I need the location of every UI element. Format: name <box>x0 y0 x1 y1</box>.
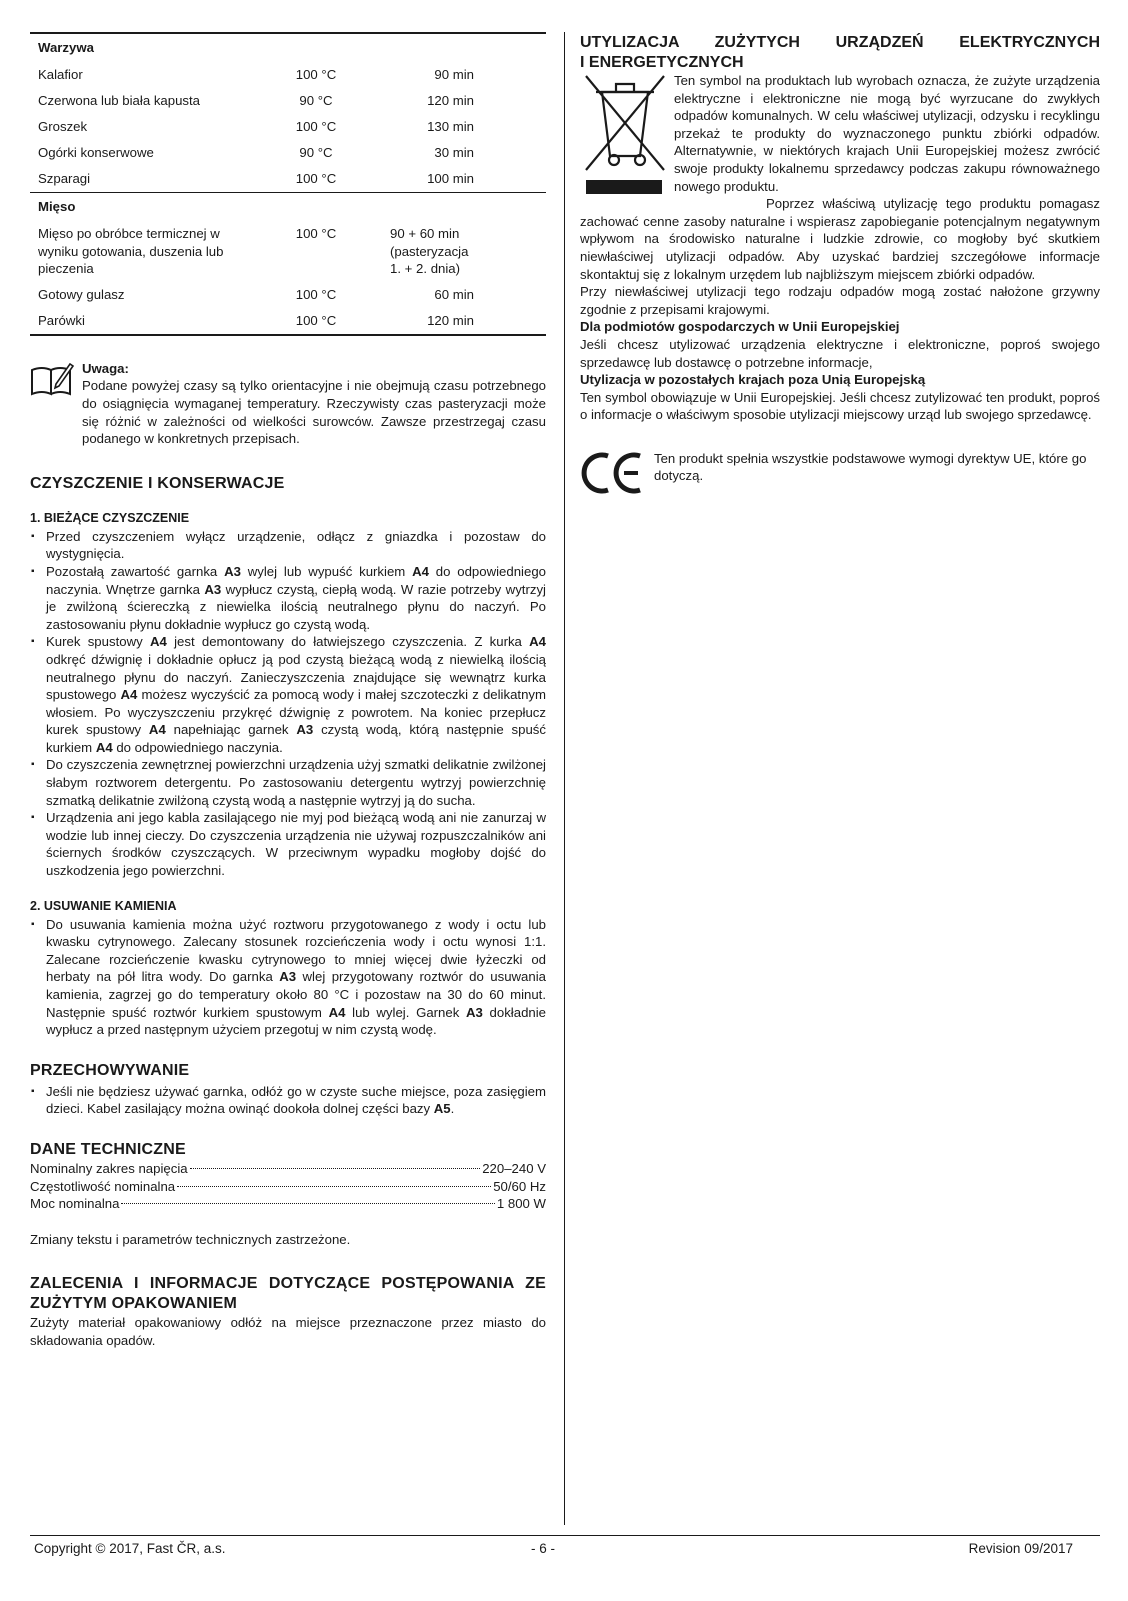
spec-value: 220–240 V <box>482 1160 546 1176</box>
table-category <box>30 192 546 221</box>
other-text: Ten symbol obowiązuje w Unii Europejskiej. Jeśli chcesz zutylizować ten produkt, poproś o informacje o właściwym sposobie utylizacji miejscowy urząd lub swojego sprzedawcę. <box>580 389 1100 423</box>
table-row <box>30 166 546 192</box>
spec-value: 50/60 Hz <box>493 1178 546 1194</box>
item-cell: Szparagi <box>38 171 91 186</box>
section-heading: PRZECHOWYWANIE <box>30 1061 190 1079</box>
spec-row <box>30 1160 546 1178</box>
table-row <box>30 88 546 114</box>
list-item: ▪ Do usuwania kamienia można użyć roztworu przygotowanego z wody i octu lub kwasku cytrynowego. Zalecany stosunek rozcieńczenia wody i octu wynosi 1:1. Zalecane rozcieńczenie kwasku cytrynowego to mniej więcej dwie łyżeczki od herbaty na pół litra wody. Do garnka A3 wlej przygotowany roztwór do usuwania kamienia, zagrzej go do temperatury około 80 °C i pozostaw na 30 do 60 minut. Następnie spuść roztwór kurkiem spustowym A4 lub wylej. Garnek A3 dokładnie wypłucz a przed następnym użyciem przegotuj w nim czystą wodę. <box>30 916 546 1039</box>
other-heading: Utylizacja w pozostałych krajach poza Unią Europejską <box>580 372 926 388</box>
note-text: Podane powyżej czasy są tylko orientacyjne i nie obejmują czasu potrzebnego do osiągnięcia wymaganej temperatury. Rzeczywisty czas pasteryzacji może się różnić w zależności od wielkości surowców. Zawsze przestrzegaj czasu podanego w konkretnych przepisach. <box>82 378 546 447</box>
list-item: ▪ Urządzenia ani jego kabla zasilającego nie myj pod bieżącą wodą ani nie zanurzaj w wodzie lub innej cieczy. Do czyszczenia urządzenia nie używaj rozpuszczalników ani ściernych środków czyszczących. W przeciwnym wypadku mogłoby dojść do uszkodzenia jego powierzchni. <box>30 809 546 879</box>
time-cell: 130 min <box>427 119 474 134</box>
disposal-heading: UTYLIZACJA ZUŻYTYCH URZĄDZEŃ ELEKTRYCZNYCH <box>580 34 1100 51</box>
temp-cell: 100 °C <box>295 312 337 328</box>
note-block <box>30 360 546 448</box>
temp-cell: 100 °C <box>295 286 337 302</box>
temp-cell: 100 °C <box>295 226 337 241</box>
item-cell: Ogórki konserwowe <box>38 145 154 160</box>
subsection-heading: 1. BIEŻĄCE CZYSZCZENIE <box>30 510 190 525</box>
note-title: Uwaga: <box>82 360 129 376</box>
right-column <box>580 32 1100 498</box>
eu-text: Jeśli chcesz utylizować urządzenia elektryczne i elektroniczne, poproś swojego sprzedawcę lub dostawcę o potrzebne informacje, <box>580 336 1100 370</box>
disposal-text: Poprzez właściwą utylizację tego produktu pomagasz zachować cenne zasoby naturalne i wspierasz zapobieganie potencjalnym negatywnym wpływom na środowisko naturalne i ludzkie zdrowie, co mogłoby być skutkiem niewłaściwej utylizacji odpadów. Aby uzyskać bardziej szczegółowe informacje skontaktuj się z lokalnym urzędem lub najbliższym miejscem zbiórki odpadów. <box>580 196 1100 282</box>
disposal-text: Ten symbol na produktach lub wyrobach oznacza, że zużyte urządzenia elektryczne i elektroniczne nie mogą być wyrzucane do zwykłych odpadów komunalnych. W celu właściwej utylizacji, odzysku i recyklingu przekaż te produkty do wyznaczonego punktu zbiórki odpadów. Alternatywnie, w niektórych krajach Unii Europejskiej możesz zwrócić swoje produkty lokalnemu sprzedawcy podczas zakupu równoważnego nowego produktu. <box>674 73 1100 194</box>
ce-text: Ten produkt spełnia wszystkie podstawowe wymogi dyrektyw UE, które go dotyczą. <box>654 450 1087 484</box>
storage-list <box>30 1083 546 1118</box>
pasteurization-table <box>30 32 546 336</box>
table-row <box>30 308 546 334</box>
section-heading: DANE TECHNICZNE <box>30 1140 186 1158</box>
tech-section <box>30 1140 546 1248</box>
item-cell: Groszek <box>38 119 88 134</box>
item-cell: Czerwona lub biała kapusta <box>38 93 201 108</box>
category-label: Mięso <box>38 199 76 214</box>
column-divider <box>564 32 565 1525</box>
temp-cell: 90 °C <box>299 145 333 160</box>
temp-cell: 90 °C <box>299 93 333 108</box>
footer-divider <box>30 1535 1100 1536</box>
time-cell: 90 + 60 min (pasteryzacja 1. + 2. dnia) <box>390 226 469 277</box>
footer-copyright: Copyright © 2017, Fast ČR, a.s. <box>34 1541 226 1556</box>
item-cell: Kalafior <box>38 67 83 82</box>
item-cell: Gotowy gulasz <box>38 286 125 302</box>
list-item: ▪ Do czyszczenia zewnętrznej powierzchni urządzenia użyj szmatki delikatnie zwilżonej słabym roztworem detergentu. Po zastosowaniu detergentu wytrzyj powierzchnię szmatką delikatnie zwilżoną czystą wodą a następnie wytrzyj ją do sucha. <box>30 756 546 809</box>
list-item: ▪ Kurek spustowy A4 jest demontowany do łatwiejszego czyszczenia. Z kurka A4 odkręć dźwignię i dokładnie opłucz ją pod czystą bieżącą wodą z niewielką ilością neutralnego płynu do naczyń. Zanieczyszczenia znajdujące się wewnątrz kurka spustowego A4 możesz wyczyścić za pomocą wody i małej szczoteczki z delikatnym włosiem. Po wyczyszczeniu przykręć dźwignię z powrotem. Na koniec przepłucz kurek spustowy A4 napełniając garnek A3 czystą wodą, którą następnie spuść kurkiem A4 do odpowiedniego naczynia. <box>30 633 546 756</box>
left-column <box>30 32 546 1350</box>
temp-cell: 100 °C <box>295 171 337 186</box>
packaging-section <box>30 1274 546 1349</box>
book-icon <box>30 360 82 448</box>
time-cell: 60 min <box>434 286 474 302</box>
packaging-text: Zużyty materiał opakowaniowy odłóż na miejsce przeznaczone przez miasto do składowania opadów. <box>30 1315 546 1348</box>
table-category <box>30 34 546 62</box>
item-cell: Parówki <box>38 312 85 328</box>
table-row <box>30 114 546 140</box>
footer-revision: Revision 09/2017 <box>968 1541 1073 1556</box>
subsection-heading: 2. USUWANIE KAMIENIA <box>30 898 177 913</box>
spec-label: Częstotliwość nominalna <box>30 1178 176 1194</box>
ce-mark-icon <box>580 450 654 499</box>
time-cell: 100 min <box>427 171 474 186</box>
temp-cell: 100 °C <box>295 67 337 82</box>
time-cell: 120 min <box>427 93 474 108</box>
cleaning-list <box>30 528 546 880</box>
ce-block <box>580 450 1100 499</box>
weee-bin-icon <box>580 72 668 200</box>
storage-section <box>30 1061 546 1118</box>
spec-row <box>30 1178 546 1196</box>
list-item: ▪ Przed czyszczeniem wyłącz urządzenie, odłącz z gniazdka i pozostaw do wystygnięcia. <box>30 528 546 563</box>
time-cell: 90 min <box>434 67 474 82</box>
disposal-heading-cont: I ENERGETYCZNYCH <box>580 54 744 71</box>
spec-label: Moc nominalna <box>30 1196 120 1212</box>
table-row <box>30 140 546 166</box>
category-label: Warzywa <box>38 40 94 55</box>
cleaning-section <box>30 474 546 1039</box>
item-cell: Mięso po obróbce termicznej w wyniku gotowania, duszenia lub pieczenia <box>38 226 224 277</box>
time-cell: 120 min <box>427 312 474 328</box>
time-cell: 30 min <box>434 145 474 160</box>
list-item: ▪ Pozostałą zawartość garnka A3 wylej lub wypuść kurkiem A4 do odpowiedniego naczynia. Wnętrze garnka A3 wypłucz czystą, ciepłą wodą. W razie potrzeby wytrzyj je zwilżoną ściereczką z niewielka ilością neutralnego płynu do naczyń. Po zastosowaniu płynu dokładnie wypłucz go czystą wodą. <box>30 563 546 633</box>
temp-cell: 100 °C <box>295 119 337 134</box>
page-number: - 6 - <box>531 1541 556 1556</box>
eu-heading: Dla podmiotów gospodarczych w Unii Europejskiej <box>580 319 900 335</box>
section-heading: ZALECENIA I INFORMACJE DOTYCZĄCE POSTĘPOWANIA ZE ZUŻYTYM OPAKOWANIEM <box>30 1275 546 1313</box>
table-row <box>30 282 546 308</box>
spec-value: 1 800 W <box>496 1196 546 1212</box>
disposal-text: Przy niewłaściwej utylizacji tego rodzaju odpadów mogą zostać nałożone grzywny zgodnie z przepisami krajowymi. <box>580 284 1100 317</box>
descaling-list <box>30 916 546 1039</box>
section-heading: CZYSZCZENIE I KONSERWACJE <box>30 474 285 492</box>
tech-note: Zmiany tekstu i parametrów technicznych zastrzeżone. <box>30 1231 351 1247</box>
spec-row <box>30 1195 546 1213</box>
spec-label: Nominalny zakres napięcia <box>30 1160 188 1176</box>
table-row <box>30 62 546 88</box>
table-row <box>30 221 546 282</box>
list-item: ▪ Jeśli nie będziesz używać garnka, odłóż go w czyste suche miejsce, poza zasięgiem dzieci. Kabel zasilający można owinąć dookoła dolnej części bazy A5. <box>30 1083 546 1118</box>
